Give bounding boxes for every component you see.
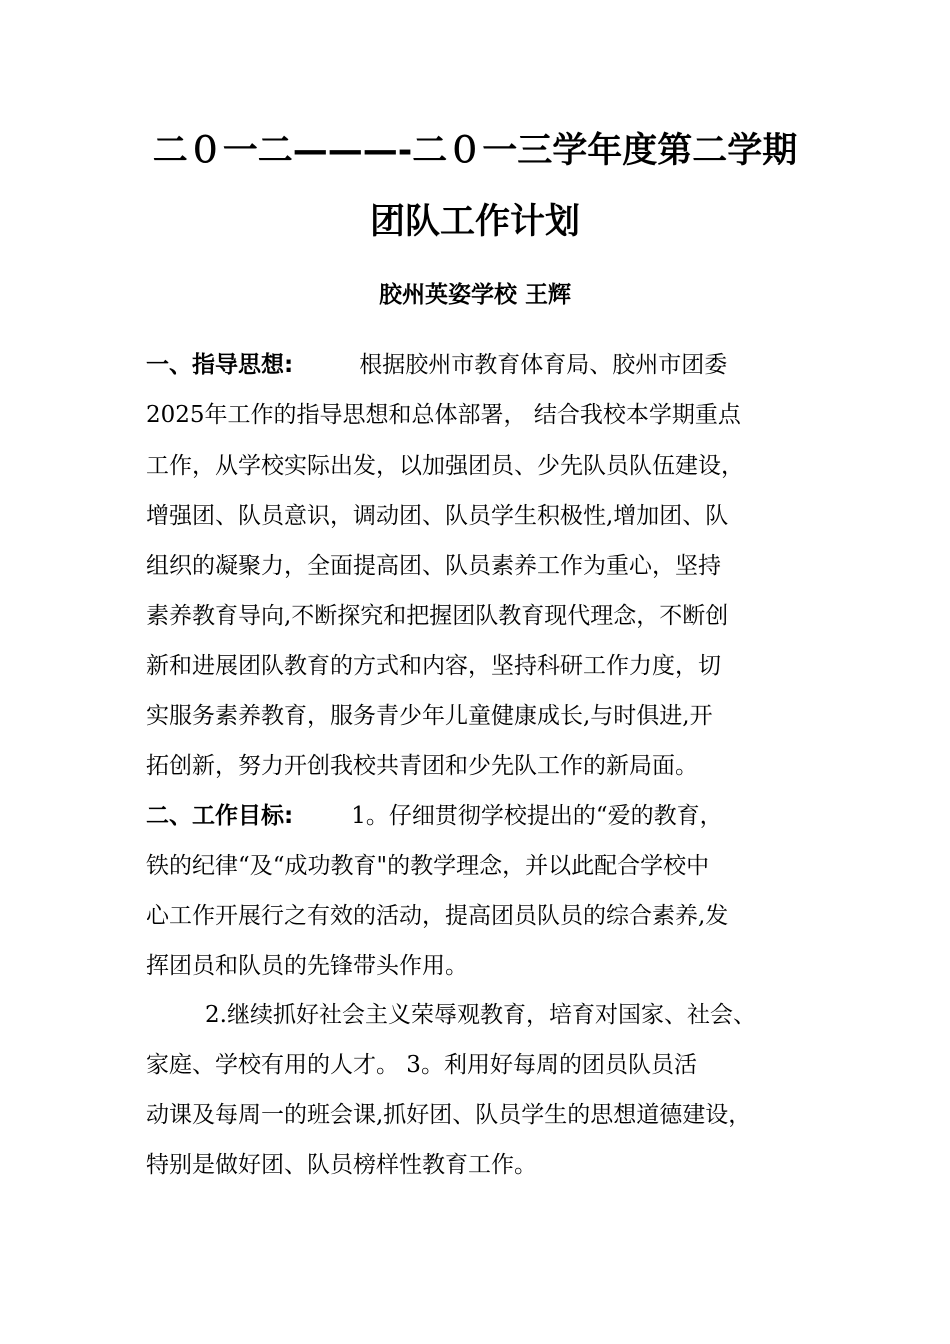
paragraph-line: 实服务素养教育，服务青少年儿童健康成长,与时俱进,开 [146,703,713,729]
title-line-2: 团队工作计划 [369,202,580,242]
paragraph-line: 工作，从学校实际出发，以加强团员、少先队员队伍建设， [146,453,744,479]
section1-heading: 一、指导思想: [146,352,294,378]
paragraph-line: 家庭、学校有用的人才。 3。利用好每周的团员队员活 [146,1052,697,1078]
section2-heading: 二、工作目标: [146,803,294,829]
paragraph-line: 根据胶州市教育体育局、胶州市团委 [359,352,728,378]
paragraph-line: 增强团、队员意识，调动团、队员学生积极性,增加团、队 [146,503,729,529]
paragraph-line: 素养教育导向,不断探究和把握团队教育现代理念，不断创 [146,603,729,629]
paragraph-line: 2025年工作的指导思想和总体部署， 结合我校本学期重点 [146,402,741,428]
paragraph-line: 拓创新，努力开创我校共青团和少先队工作的新局面。 [146,753,698,779]
paragraph-line: 铁的纪律“及“成功教育"的教学理念，并以此配合学校中 [146,853,710,879]
section1-first-line [146,350,727,380]
author-line: 胶州英姿学校 王辉 [378,282,571,308]
section2-first-line [146,801,723,831]
paragraph-line: 挥团员和队员的先锋带头作用。 [146,953,468,979]
paragraph-line: 1。仔细贯彻学校提出的“爱的教育， [351,803,723,829]
paragraph-line: 2.继续抓好社会主义荣辱观教育，培育对国家、社会、 [205,1002,756,1028]
paragraph-line: 组织的凝聚力，全面提高团、队员素养工作为重心，坚持 [146,553,721,579]
paragraph-line: 心工作开展行之有效的活动，提高团员队员的综合素养,发 [146,903,729,929]
paragraph-line: 新和进展团队教育的方式和内容，坚持科研工作力度，切 [146,653,721,679]
paragraph-line: 特别是做好团、队员榜样性教育工作。 [146,1152,537,1178]
title-line-1: 二０一二———-二０一三学年度第二学期 [152,131,798,171]
paragraph-line: 动课及每周一的班会课,抓好团、队员学生的思想道德建设， [146,1102,752,1128]
